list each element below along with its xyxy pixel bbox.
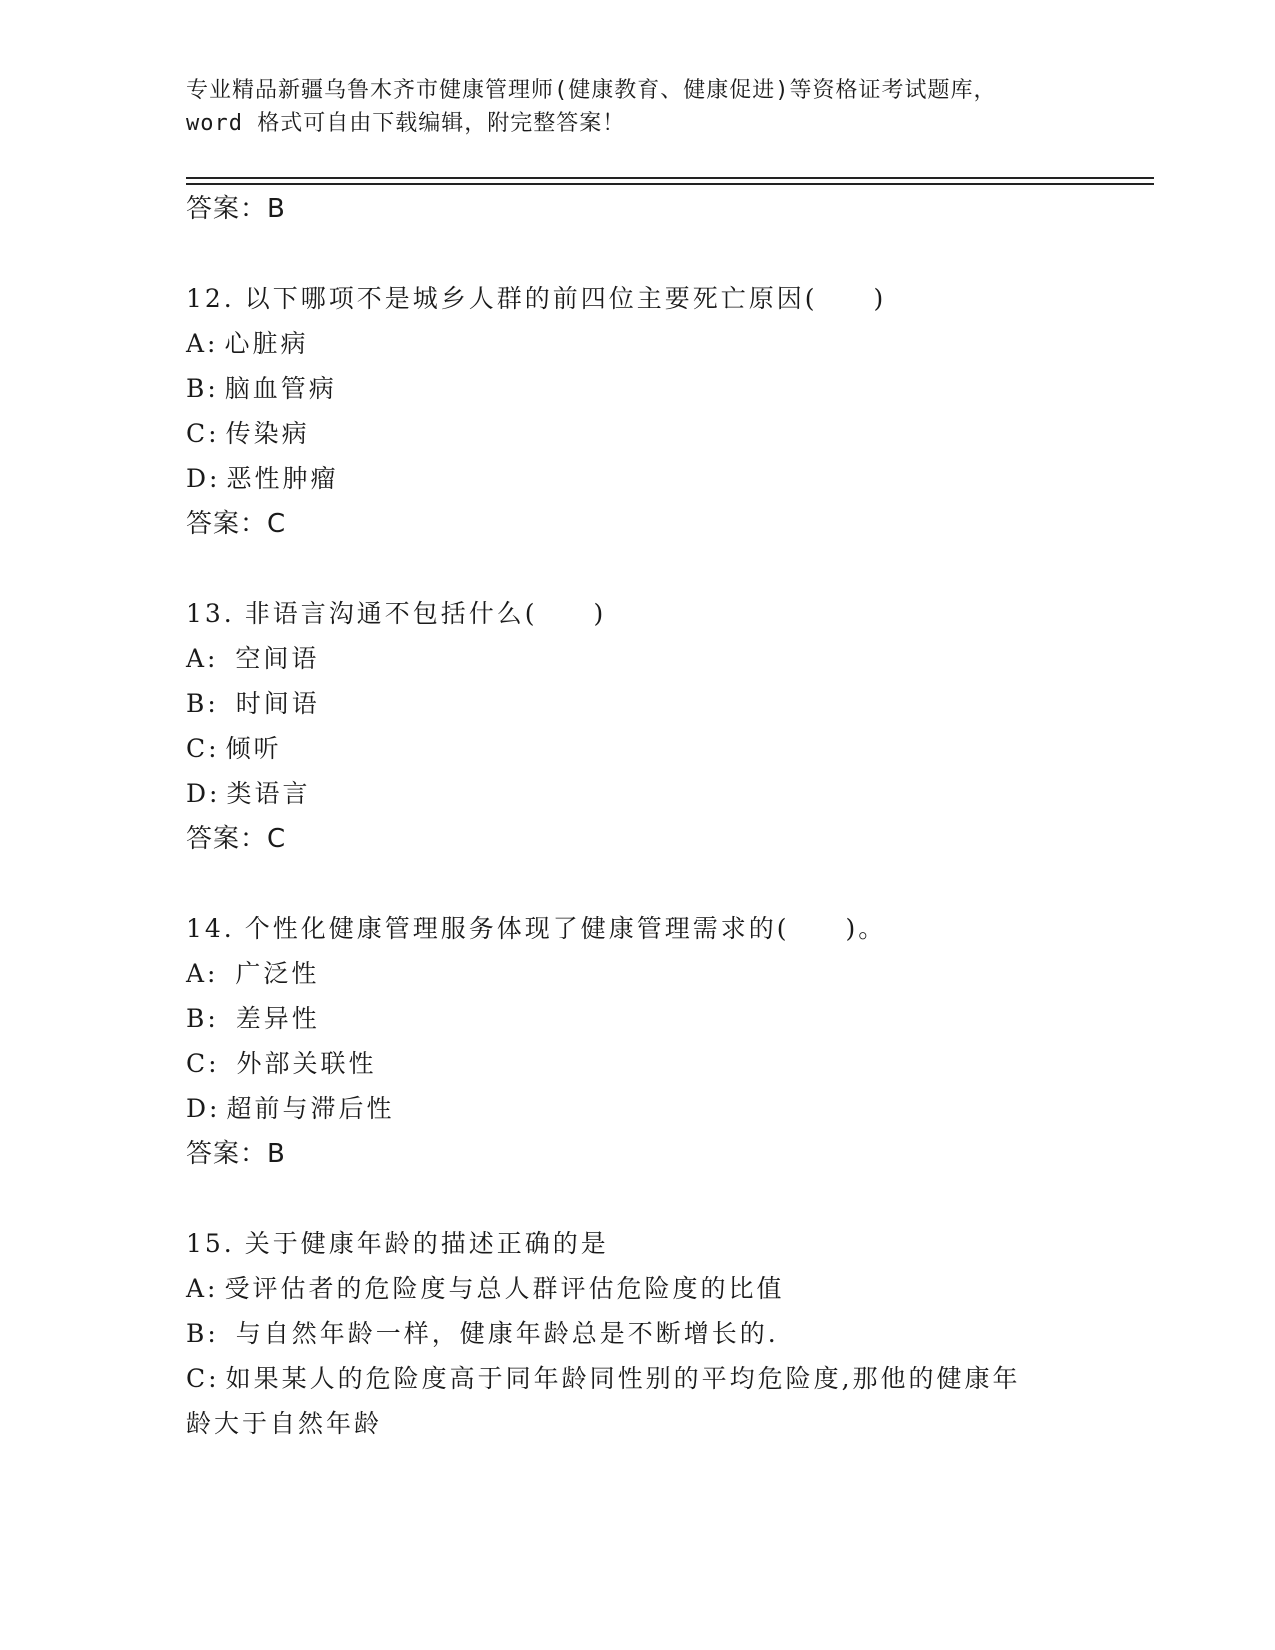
answer-line: 答案：B [186, 194, 286, 224]
question-block [186, 591, 1106, 862]
option-d: D: 类语言 [186, 779, 311, 808]
answer-line: 答案：C [186, 824, 287, 854]
question-text: 非语言沟通不包括什么( ) [244, 599, 607, 628]
question-stem [186, 906, 1106, 951]
option-d: D: 恶性肿瘤 [186, 464, 339, 493]
option-a: A: 空间语 [186, 644, 320, 673]
document-header [186, 74, 1086, 140]
question-text: 以下哪项不是城乡人群的前四位主要死亡原因( ) [244, 284, 887, 313]
header-divider-top [186, 177, 1154, 179]
question-number: 14. [186, 914, 235, 943]
option-c-continuation: 龄大于自然年龄 [186, 1409, 383, 1438]
question-stem [186, 276, 1106, 321]
question-list [186, 186, 1106, 1446]
question-text: 个性化健康管理服务体现了健康管理需求的( )。 [244, 914, 887, 943]
option-b: B: 脑血管病 [186, 374, 337, 403]
question-number: 13. [186, 599, 235, 628]
question-text: 关于健康年龄的描述正确的是 [244, 1229, 609, 1258]
option-c: C: 如果某人的危险度高于同年龄同性别的平均危险度,那他的健康年 [186, 1364, 1021, 1393]
option-c: C: 倾听 [186, 734, 282, 763]
question-number: 12. [186, 284, 235, 313]
option-b: B: 与自然年龄一样，健康年龄总是不断增长的. [186, 1319, 779, 1348]
question-stem [186, 1221, 1106, 1266]
answer-line: 答案：C [186, 509, 287, 539]
option-c: C: 外部关联性 [186, 1049, 377, 1078]
question-block [186, 1221, 1106, 1446]
header-line-1: 专业精品新疆乌鲁木齐市健康管理师(健康教育、健康促进)等资格证考试题库， [186, 78, 997, 103]
header-line-2: word 格式可自由下载编辑，附完整答案！ [186, 111, 626, 136]
question-number: 15. [186, 1229, 235, 1258]
option-a: A: 心脏病 [186, 329, 309, 358]
header-divider-bottom [186, 183, 1154, 185]
option-d: D: 超前与滞后性 [186, 1094, 395, 1123]
question-block [186, 906, 1106, 1177]
option-a: A: 广泛性 [186, 959, 320, 988]
answer-line: 答案：B [186, 1139, 286, 1169]
option-c: C: 传染病 [186, 419, 310, 448]
question-stem [186, 591, 1106, 636]
question-block [186, 276, 1106, 547]
option-b: B: 差异性 [186, 1004, 320, 1033]
option-b: B: 时间语 [186, 689, 320, 718]
option-a: A: 受评估者的危险度与总人群评估危险度的比值 [186, 1274, 785, 1303]
